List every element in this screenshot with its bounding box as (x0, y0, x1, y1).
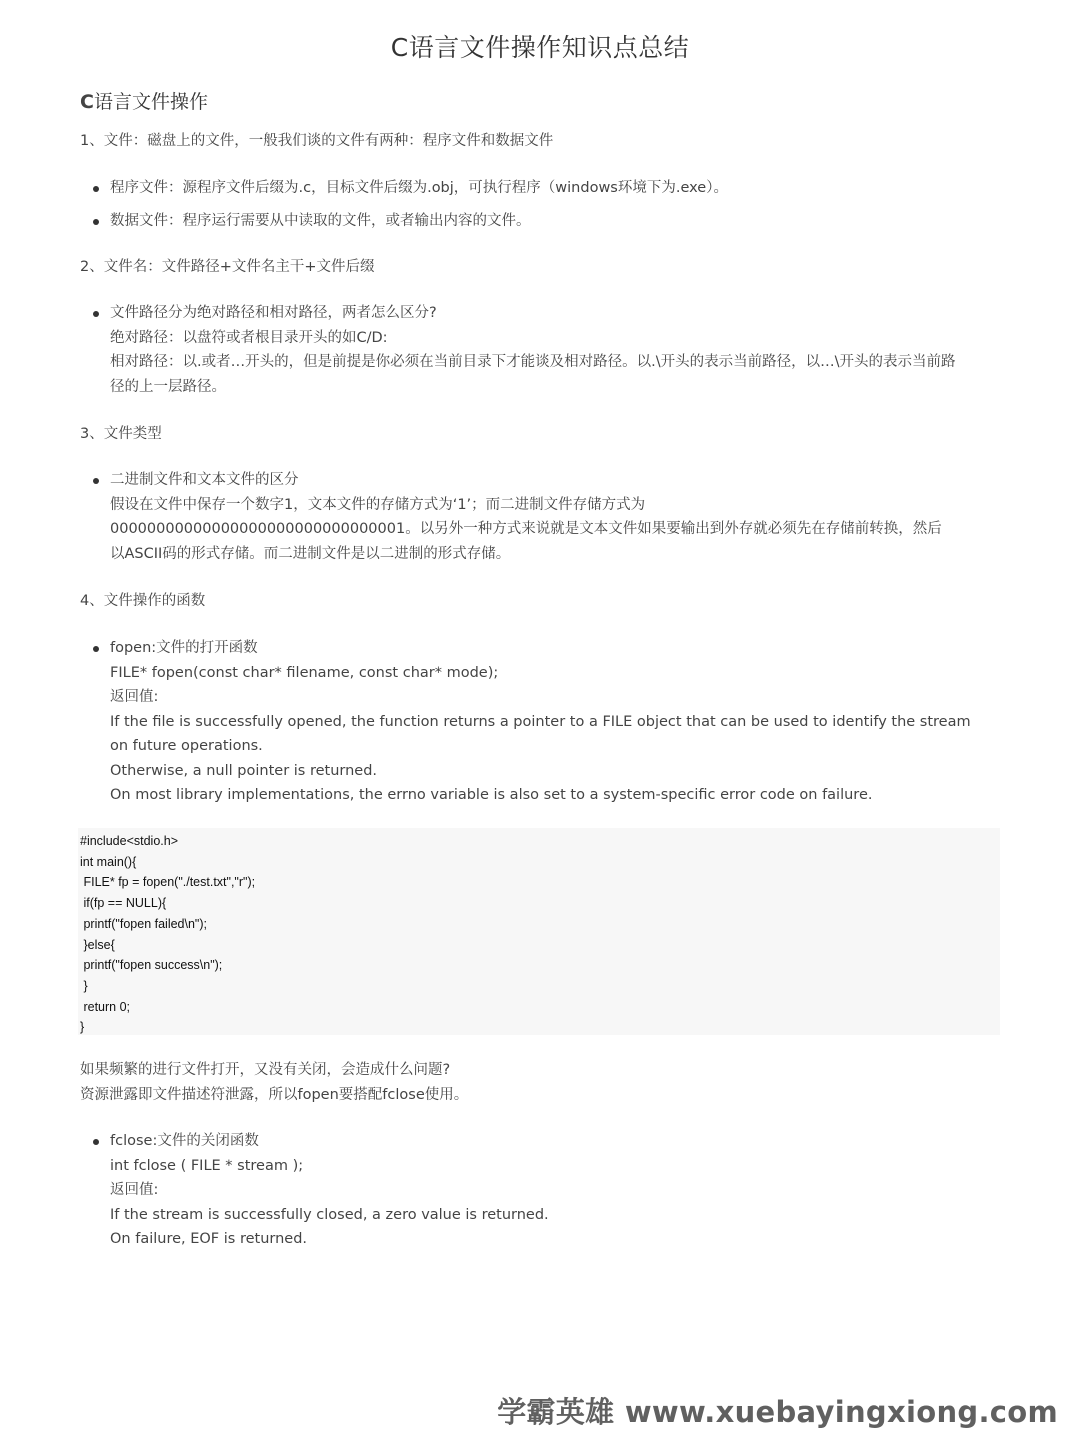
list-item-text: 程序文件：源程序文件后缀为.c，目标文件后缀为.obj，可执行程序（windows环境下为.exe）。 (110, 180, 728, 196)
list-item-line: 径的上一层路径。 (110, 378, 226, 395)
list-item-line: If the file is successfully opened, the function returns a pointer to a FILE object that can be used to identify the stream (110, 713, 971, 730)
list-item (80, 301, 1000, 399)
list-item-line: 返回值: (110, 689, 159, 705)
watermark: 学霸英雄 www.xuebayingxiong.com (497, 1395, 1058, 1429)
list-item-line: 二进制文件和文本文件的区分 (110, 472, 299, 488)
list-item-line: 假设在文件中保存一个数字1，文本文件的存储方式为‘1’；而二进制文件存储方式为 (110, 496, 646, 513)
list-item-line: FILE* fopen(const char* filename, const char* mode); (110, 664, 499, 681)
list-item-line: on future operations. (110, 738, 263, 754)
list-item (80, 636, 1000, 808)
code-line: return 0; (80, 999, 131, 1014)
list-item-line: 文件路径分为绝对路径和相对路径，两者怎么区分? (110, 305, 437, 321)
section-2-title: 2、文件名：文件路径+文件名主干+文件后缀 (80, 259, 375, 275)
list-item-line: On most library implementations, the errno variable is also set to a system-specific error code on failure. (110, 787, 873, 803)
section-1-list (80, 176, 1000, 241)
code-line: printf("fopen failed\n"); (80, 916, 207, 931)
list-item-line: On failure, EOF is returned. (110, 1231, 308, 1247)
code-line: printf("fopen success\n"); (80, 958, 223, 973)
list-item-line: fclose:文件的关闭函数 (110, 1133, 259, 1149)
code-line: }else{ (80, 937, 115, 952)
page-title: C语言文件操作知识点总结 (390, 33, 690, 62)
list-item (80, 468, 1000, 566)
list-item-line: 以ASCII码的形式存储。而二进制文件是以二进制的形式存储。 (110, 545, 511, 562)
code-line: if(fp == NULL){ (80, 896, 167, 911)
list-item (80, 209, 1000, 234)
list-item-line: int fclose ( FILE * stream ); (110, 1157, 304, 1174)
list-item (80, 1129, 1000, 1252)
heading-rest: 语言文件操作 (93, 91, 208, 113)
section-2-list (80, 301, 1000, 407)
section-3-list (80, 468, 1000, 574)
list-item-line: 相对路径：以.或者…开头的，但是前提是你必须在当前目录下才能谈及相对路径。以.\开头的表示当前路径，以…\开头的表示当前路 (110, 354, 956, 370)
code-line: #include<stdio.h> (80, 834, 178, 848)
note-paragraph (80, 1058, 1000, 1107)
list-item-line: 00000000000000000000000000000001。以另外一种方式来说就是文本文件如果要输出到外存就必须先在存储前转换，然后 (110, 521, 942, 537)
section-4-title: 4、文件操作的函数 (80, 593, 206, 609)
code-line: int main(){ (80, 854, 137, 869)
list-item-line: If the stream is successfully closed, a zero value is returned. (110, 1206, 549, 1223)
heading-prefix: C (80, 91, 94, 113)
code-line: } (80, 1020, 85, 1035)
list-item-text: 数据文件：程序运行需要从中读取的文件，或者输出内容的文件。 (110, 212, 531, 229)
list-item-line: Otherwise, a null pointer is returned. (110, 762, 378, 779)
fopen-list (80, 636, 1000, 816)
code-block (78, 828, 1000, 1035)
section-1-title: 1、文件：磁盘上的文件，一般我们谈的文件有两种：程序文件和数据文件 (80, 133, 554, 149)
code-line: } (80, 978, 88, 993)
section-3-title: 3、文件类型 (80, 426, 162, 442)
list-item (80, 176, 1000, 201)
code-line: FILE* fp = fopen("./test.txt","r"); (80, 875, 256, 890)
list-item-line: 返回值: (110, 1182, 159, 1198)
list-item-line: fopen:文件的打开函数 (110, 640, 258, 656)
note-line: 资源泄露即文件描述符泄露，所以fopen要搭配fclose使用。 (80, 1086, 469, 1103)
list-item-line: 绝对路径：以盘符或者根目录开头的如C/D: (110, 329, 388, 346)
note-line: 如果频繁的进行文件打开，又没有关闭，会造成什么问题? (80, 1062, 451, 1078)
fclose-list (80, 1129, 1000, 1260)
section-heading (80, 87, 208, 114)
